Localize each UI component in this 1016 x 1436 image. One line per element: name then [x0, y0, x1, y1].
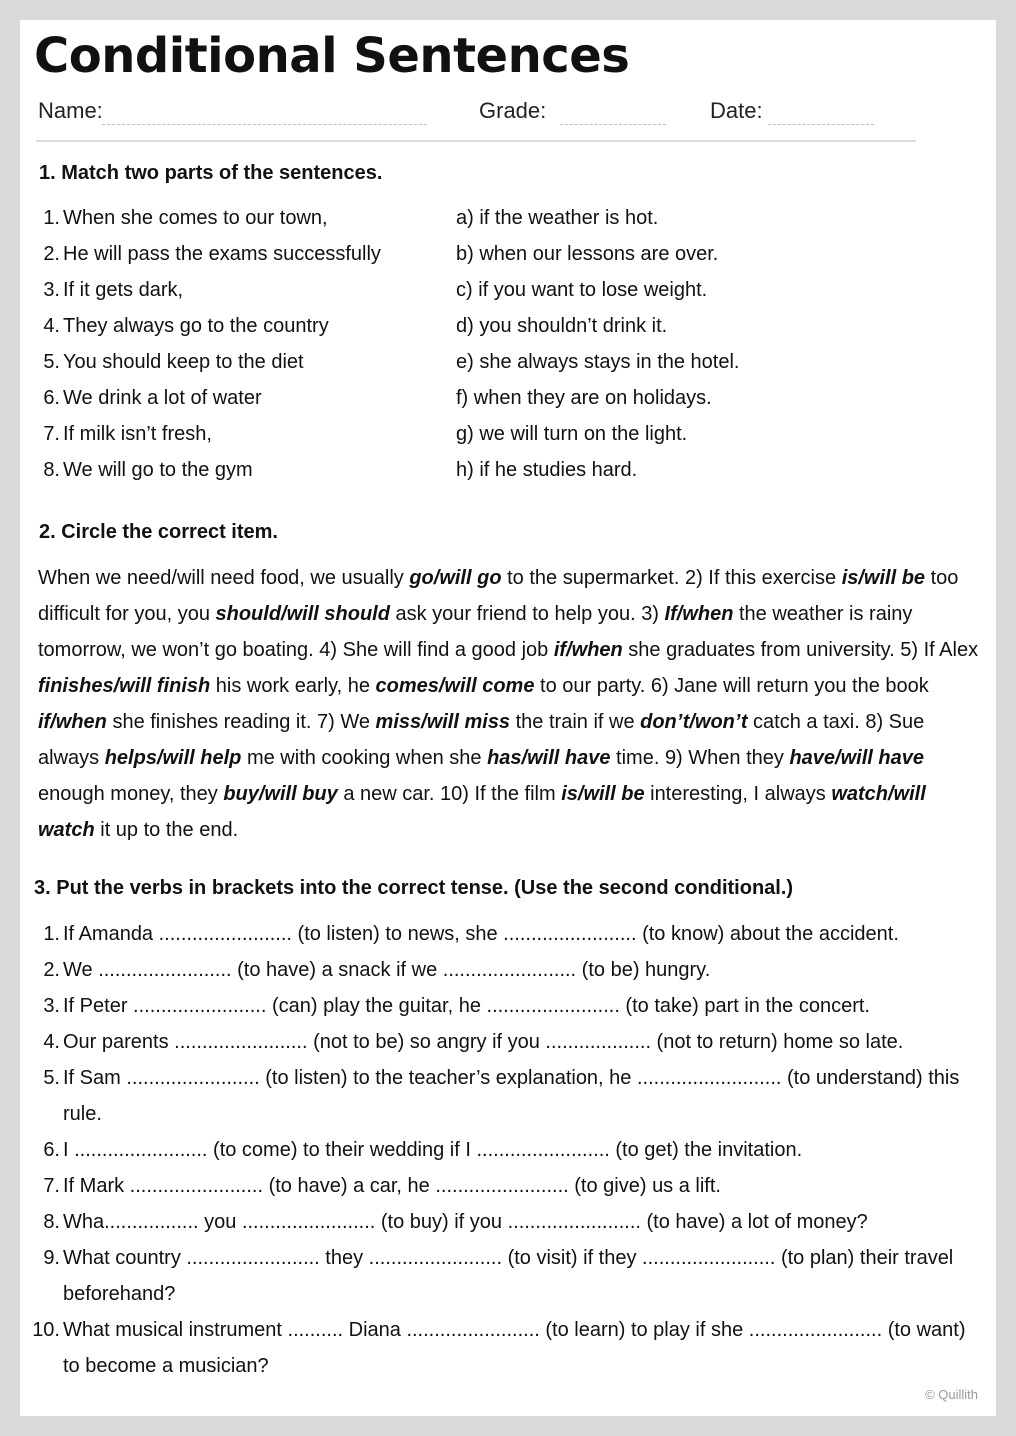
- exercise-text: If Sam ........................ (to listen) to the teacher’s explanation, he .......................... (to understand) this rule.: [63, 1067, 960, 1125]
- exercise-text: If Peter ........................ (can) play the guitar, he ........................ (to take) part in the concert.: [63, 995, 870, 1017]
- name-label: Name:: [38, 98, 103, 123]
- exercise-number: 3.: [43, 995, 60, 1017]
- paragraph-text: to our party. 6) Jane will return you the book: [534, 675, 929, 697]
- choice-option: has/will have: [487, 747, 611, 769]
- match-option-text: d) you shouldn’t drink it.: [456, 315, 668, 337]
- match-item-number: 6.: [43, 387, 60, 409]
- paragraph-text: enough money, they: [38, 783, 224, 805]
- match-row: [20, 236, 996, 272]
- match-item-number: 7.: [43, 423, 60, 445]
- match-item-text: We drink a lot of water: [63, 387, 262, 409]
- match-item-text: You should keep to the diet: [63, 351, 304, 373]
- choice-option: have/will have: [789, 747, 924, 769]
- section2-heading: 2. Circle the correct item.: [39, 521, 278, 543]
- exercise-number: 2.: [43, 959, 60, 981]
- paragraph-text: interesting, I always: [644, 783, 832, 805]
- choice-option: if/when: [38, 711, 107, 733]
- choice-option: finishes/will finish: [38, 675, 211, 697]
- choice-option: watch/will watch: [38, 783, 926, 841]
- choice-option: don’t/won’t: [640, 711, 748, 733]
- match-option-text: f) when they are on holidays.: [456, 387, 712, 409]
- paragraph-text: a new car. 10) If the film: [337, 783, 562, 805]
- circle-paragraph: [38, 560, 986, 848]
- match-option-text: e) she always stays in the hotel.: [456, 351, 740, 373]
- match-option-text: h) if he studies hard.: [456, 459, 638, 481]
- match-row: [20, 416, 996, 452]
- choice-option: If/when: [664, 603, 734, 625]
- match-option-text: a) if the weather is hot.: [456, 207, 659, 229]
- match-item-text: If milk isn’t fresh,: [63, 423, 212, 445]
- choice-option: is/will be: [841, 567, 926, 589]
- paragraph-text: too difficult for you, you: [38, 567, 959, 625]
- exercise-number: 8.: [43, 1211, 60, 1233]
- paragraph-text: When we need/will need food, we usually: [38, 567, 410, 589]
- exercise-number: 7.: [43, 1175, 60, 1197]
- paragraph-text: catch a taxi. 8) Sue always: [38, 711, 925, 769]
- exercise-number: 5.: [43, 1067, 60, 1089]
- choice-option: is/will be: [561, 783, 645, 805]
- paragraph-text: time. 9) When they: [610, 747, 790, 769]
- match-row: [20, 452, 996, 488]
- match-item-text: We will go to the gym: [63, 459, 253, 481]
- match-row: [20, 308, 996, 344]
- paragraph-text: the train if we: [510, 711, 641, 733]
- match-item-text: They always go to the country: [63, 315, 329, 337]
- match-item-number: 1.: [43, 207, 60, 229]
- exercise-number: 9.: [43, 1247, 60, 1269]
- match-option-text: c) if you want to lose weight.: [456, 279, 708, 301]
- section3-heading: 3. Put the verbs in brackets into the correct tense. (Use the second conditional.): [34, 877, 794, 899]
- paragraph-text: it up to the end.: [94, 819, 239, 841]
- match-row: [20, 380, 996, 416]
- page-title: Conditional Sentences: [34, 28, 630, 84]
- match-item-number: 3.: [43, 279, 60, 301]
- choice-option: buy/will buy: [223, 783, 338, 805]
- exercise-number: 4.: [43, 1031, 60, 1053]
- match-row: [20, 344, 996, 380]
- grade-label: Grade:: [479, 98, 547, 123]
- date-label: Date:: [710, 98, 763, 123]
- choice-option: should/will should: [215, 603, 390, 625]
- exercise-text: Wha................. you ........................ (to buy) if you ........................ (to have) a lot of money?: [63, 1211, 868, 1233]
- worksheet-page: [20, 20, 996, 1416]
- exercise-number: 10.: [32, 1319, 60, 1341]
- choice-option: miss/will miss: [375, 711, 511, 733]
- exercise-text: If Amanda ........................ (to listen) to news, she ........................ (to know) about the accident.: [63, 923, 899, 945]
- date-line: [768, 124, 874, 125]
- grade-line: [560, 124, 666, 125]
- exercise-number: 1.: [43, 923, 60, 945]
- paragraph-text: the weather is rainy tomorrow, we won’t go boating. 4) She will find a good job: [38, 603, 913, 661]
- paragraph-text: me with cooking when she: [241, 747, 488, 769]
- exercise-text: What country ........................ they ........................ (to visit) if they ........................ (to plan) their travel beforehand?: [63, 1247, 954, 1305]
- match-item-number: 5.: [43, 351, 60, 373]
- match-item-number: 8.: [43, 459, 60, 481]
- match-option-text: b) when our lessons are over.: [456, 243, 719, 265]
- section1-heading: 1. Match two parts of the sentences.: [39, 162, 383, 184]
- copyright-footer: © Quillith: [925, 1387, 978, 1402]
- match-item-number: 2.: [43, 243, 60, 265]
- choice-option: helps/will help: [104, 747, 242, 769]
- exercise-text: If Mark ........................ (to have) a car, he ........................ (to give) us a lift.: [63, 1175, 721, 1197]
- choice-option: if/when: [553, 639, 623, 661]
- exercise-text: I ........................ (to come) to their wedding if I ........................ (to get) the invitation.: [63, 1139, 803, 1161]
- match-item-text: He will pass the exams successfully: [63, 243, 381, 265]
- paragraph-text: ask your friend to help you. 3): [389, 603, 665, 625]
- paragraph-text: she finishes reading it. 7) We: [106, 711, 376, 733]
- match-option-text: g) we will turn on the light.: [456, 423, 688, 445]
- paragraph-text: she graduates from university. 5) If Alex: [622, 639, 979, 661]
- match-item-text: If it gets dark,: [63, 279, 184, 301]
- match-item-text: When she comes to our town,: [63, 207, 328, 229]
- match-row: [20, 200, 996, 236]
- exercise-text: Our parents ........................ (not to be) so angry if you ................... (not to return) home so late.: [63, 1031, 904, 1053]
- paragraph-text: his work early, he: [210, 675, 376, 697]
- header-divider: [36, 140, 916, 142]
- choice-option: go/will go: [409, 567, 502, 589]
- paragraph-text: to the supermarket. 2) If this exercise: [501, 567, 842, 589]
- name-line: [102, 124, 427, 125]
- exercise-text: What musical instrument .......... Diana ........................ (to learn) to play if she ........................ (to want) to become a musician?: [63, 1319, 966, 1377]
- match-row: [20, 272, 996, 308]
- choice-option: comes/will come: [375, 675, 535, 697]
- match-item-number: 4.: [43, 315, 60, 337]
- exercise-number: 6.: [43, 1139, 60, 1161]
- exercise-text: We ........................ (to have) a snack if we ........................ (to be) hungry.: [63, 959, 711, 981]
